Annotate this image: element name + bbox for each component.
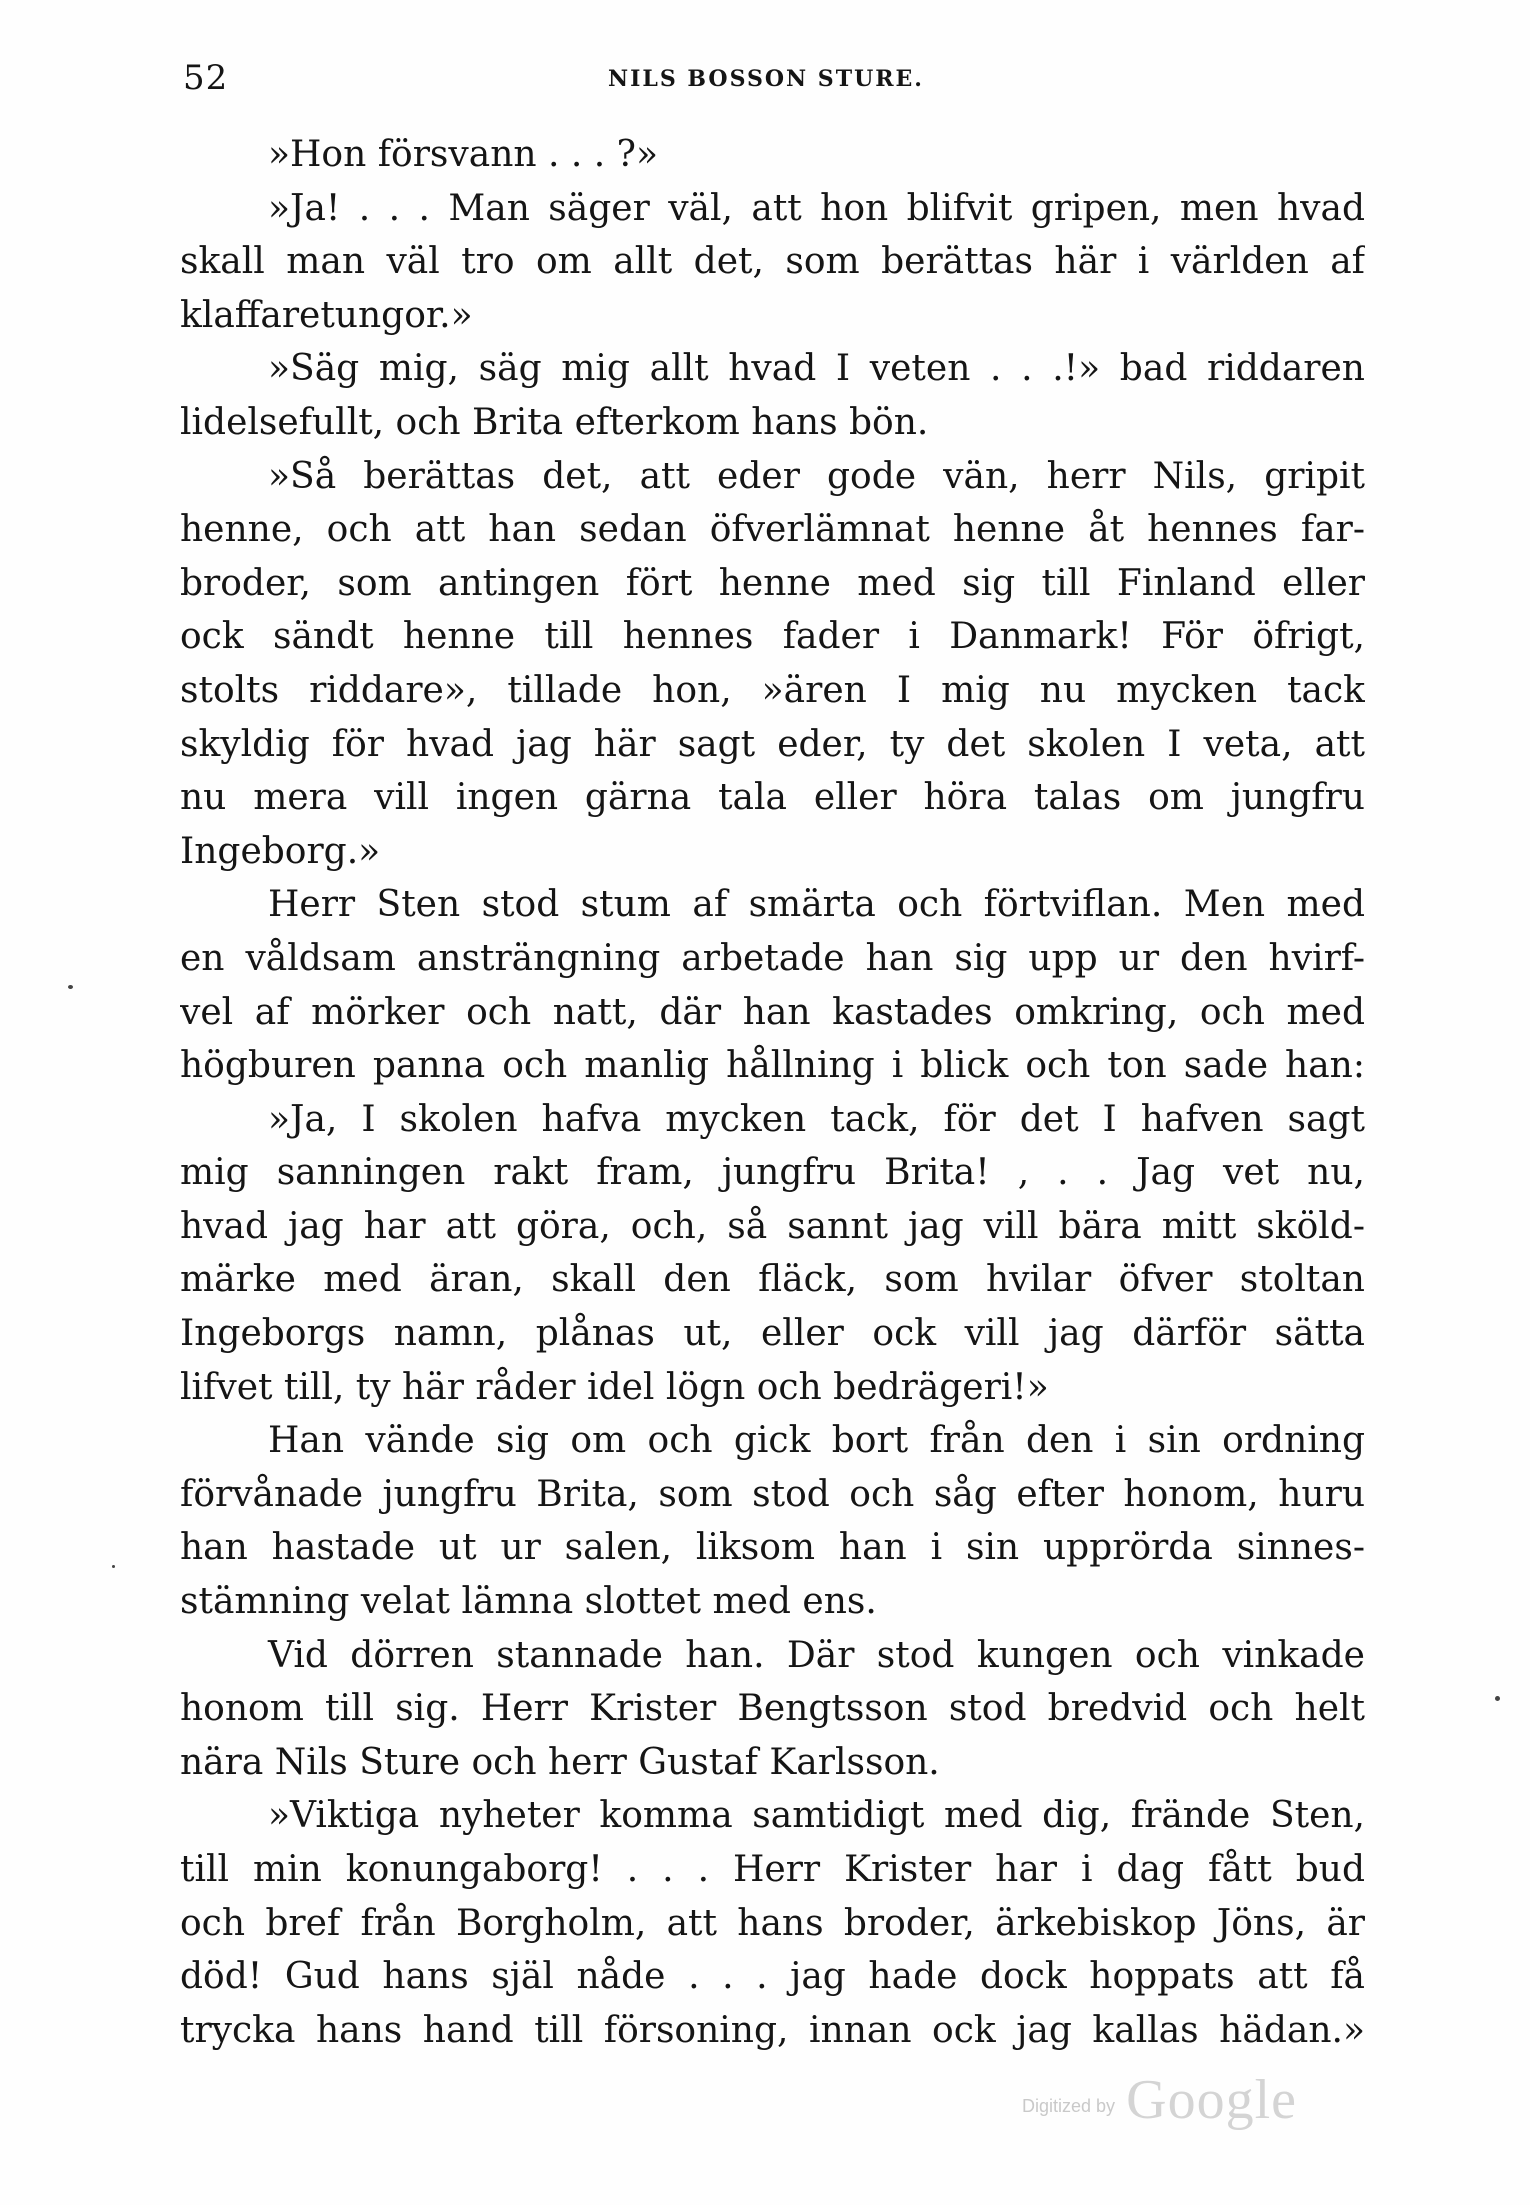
text-line: till min konungaborg! . . . Herr Krister har i dag fått bud <box>180 1849 1365 1890</box>
text-line: förvånade jungfru Brita, som stod och såg efter honom, huru <box>180 1473 1365 1515</box>
page-number: 52 <box>183 58 229 98</box>
text-line: skyldig för hvad jag här sagt eder, ty det skolen I veta, att <box>180 723 1365 765</box>
text-line: honom till sig. Herr Krister Bengtsson stod bredvid och helt <box>180 1688 1365 1730</box>
text-line: märke med äran, skall den fläck, som hvilar öfver stoltan <box>180 1259 1365 1301</box>
text-line: högburen panna och manlig hållning i blick och ton sade han: <box>180 1045 1365 1087</box>
text-line: och bref från Borgholm, att hans broder, ärkebiskop Jöns, är <box>180 1902 1365 1944</box>
text-line: nära Nils Sture och herr Gustaf Karlsson. <box>180 1741 940 1783</box>
text-line: »Så berättas det, att eder gode vän, herr Nils, gripit <box>268 455 1365 497</box>
text-line: vel af mörker och natt, där han kastades omkring, och med <box>180 991 1365 1033</box>
text-line: »Ja, I skolen hafva mycken tack, för det I hafven sagt <box>268 1098 1365 1140</box>
text-line: lidelsefullt, och Brita efterkom hans bön. <box>180 401 929 443</box>
text-line: »Säg mig, säg mig allt hvad I veten . . .!» bad riddaren <box>268 348 1365 390</box>
text-line: Vid dörren stannade han. Där stod kungen och vinkade <box>268 1634 1365 1676</box>
text-line: Han vände sig om och gick bort från den i sin ordning <box>268 1420 1365 1462</box>
text-line: broder, som antingen fört henne med sig till Finland eller <box>180 562 1365 604</box>
text-line: »Ja! . . . Man säger väl, att hon blifvit gripen, men hvad <box>268 187 1365 229</box>
page-header <box>183 58 1363 108</box>
scan-speck <box>112 1565 115 1568</box>
google-logo: Google <box>1126 2069 1297 2131</box>
running-head: NILS BOSSON STURE. <box>608 66 924 92</box>
text-line: stämning velat lämna slottet med ens. <box>180 1581 877 1623</box>
text-line: henne, och att han sedan öfverlämnat henne åt hennes far- <box>180 509 1365 551</box>
scan-speck <box>1495 1696 1500 1701</box>
text-line: Ingeborg.» <box>180 830 381 872</box>
text-line: stolts riddare», tillade hon, »ären I mig nu mycken tack <box>180 669 1365 711</box>
text-line: ock sändt henne till hennes fader i Danmark! För öfrigt, <box>180 616 1365 658</box>
watermark-prefix: Digitized by <box>1022 2096 1116 2116</box>
text-line: Ingeborgs namn, plånas ut, eller ock vill jag därför sätta <box>180 1313 1365 1355</box>
text-line: hvad jag har att göra, och, så sannt jag vill bära mitt sköld- <box>180 1205 1365 1247</box>
scan-speck <box>68 985 73 989</box>
text-line: trycka hans hand till försoning, innan ock jag kallas hädan.» <box>180 2009 1365 2051</box>
digitized-watermark <box>1022 2068 1297 2131</box>
text-line: klaffaretungor.» <box>180 294 473 336</box>
text-line: skall man väl tro om allt det, som berättas här i världen af <box>180 241 1365 283</box>
body-text <box>180 128 1365 2057</box>
text-line: död! Gud hans själ nåde . . . jag hade dock hoppats att få <box>180 1956 1365 1998</box>
text-line: nu mera vill ingen gärna tala eller höra talas om jungfru <box>180 777 1365 819</box>
text-line: »Viktiga nyheter komma samtidigt med dig, frände Sten, <box>268 1795 1365 1837</box>
text-line: mig sanningen rakt fram, jungfru Brita! , . . Jag vet nu, <box>180 1152 1365 1194</box>
text-line: han hastade ut ur salen, liksom han i sin upprörda sinnes- <box>180 1527 1365 1569</box>
text-line: en våldsam ansträngning arbetade han sig upp ur den hvirf- <box>180 937 1365 979</box>
text-line: lifvet till, ty här råder idel lögn och bedrägeri!» <box>180 1366 1049 1408</box>
text-line: »Hon försvann . . . ?» <box>268 134 659 175</box>
text-line: Herr Sten stod stum af smärta och förtviflan. Men med <box>268 884 1365 926</box>
